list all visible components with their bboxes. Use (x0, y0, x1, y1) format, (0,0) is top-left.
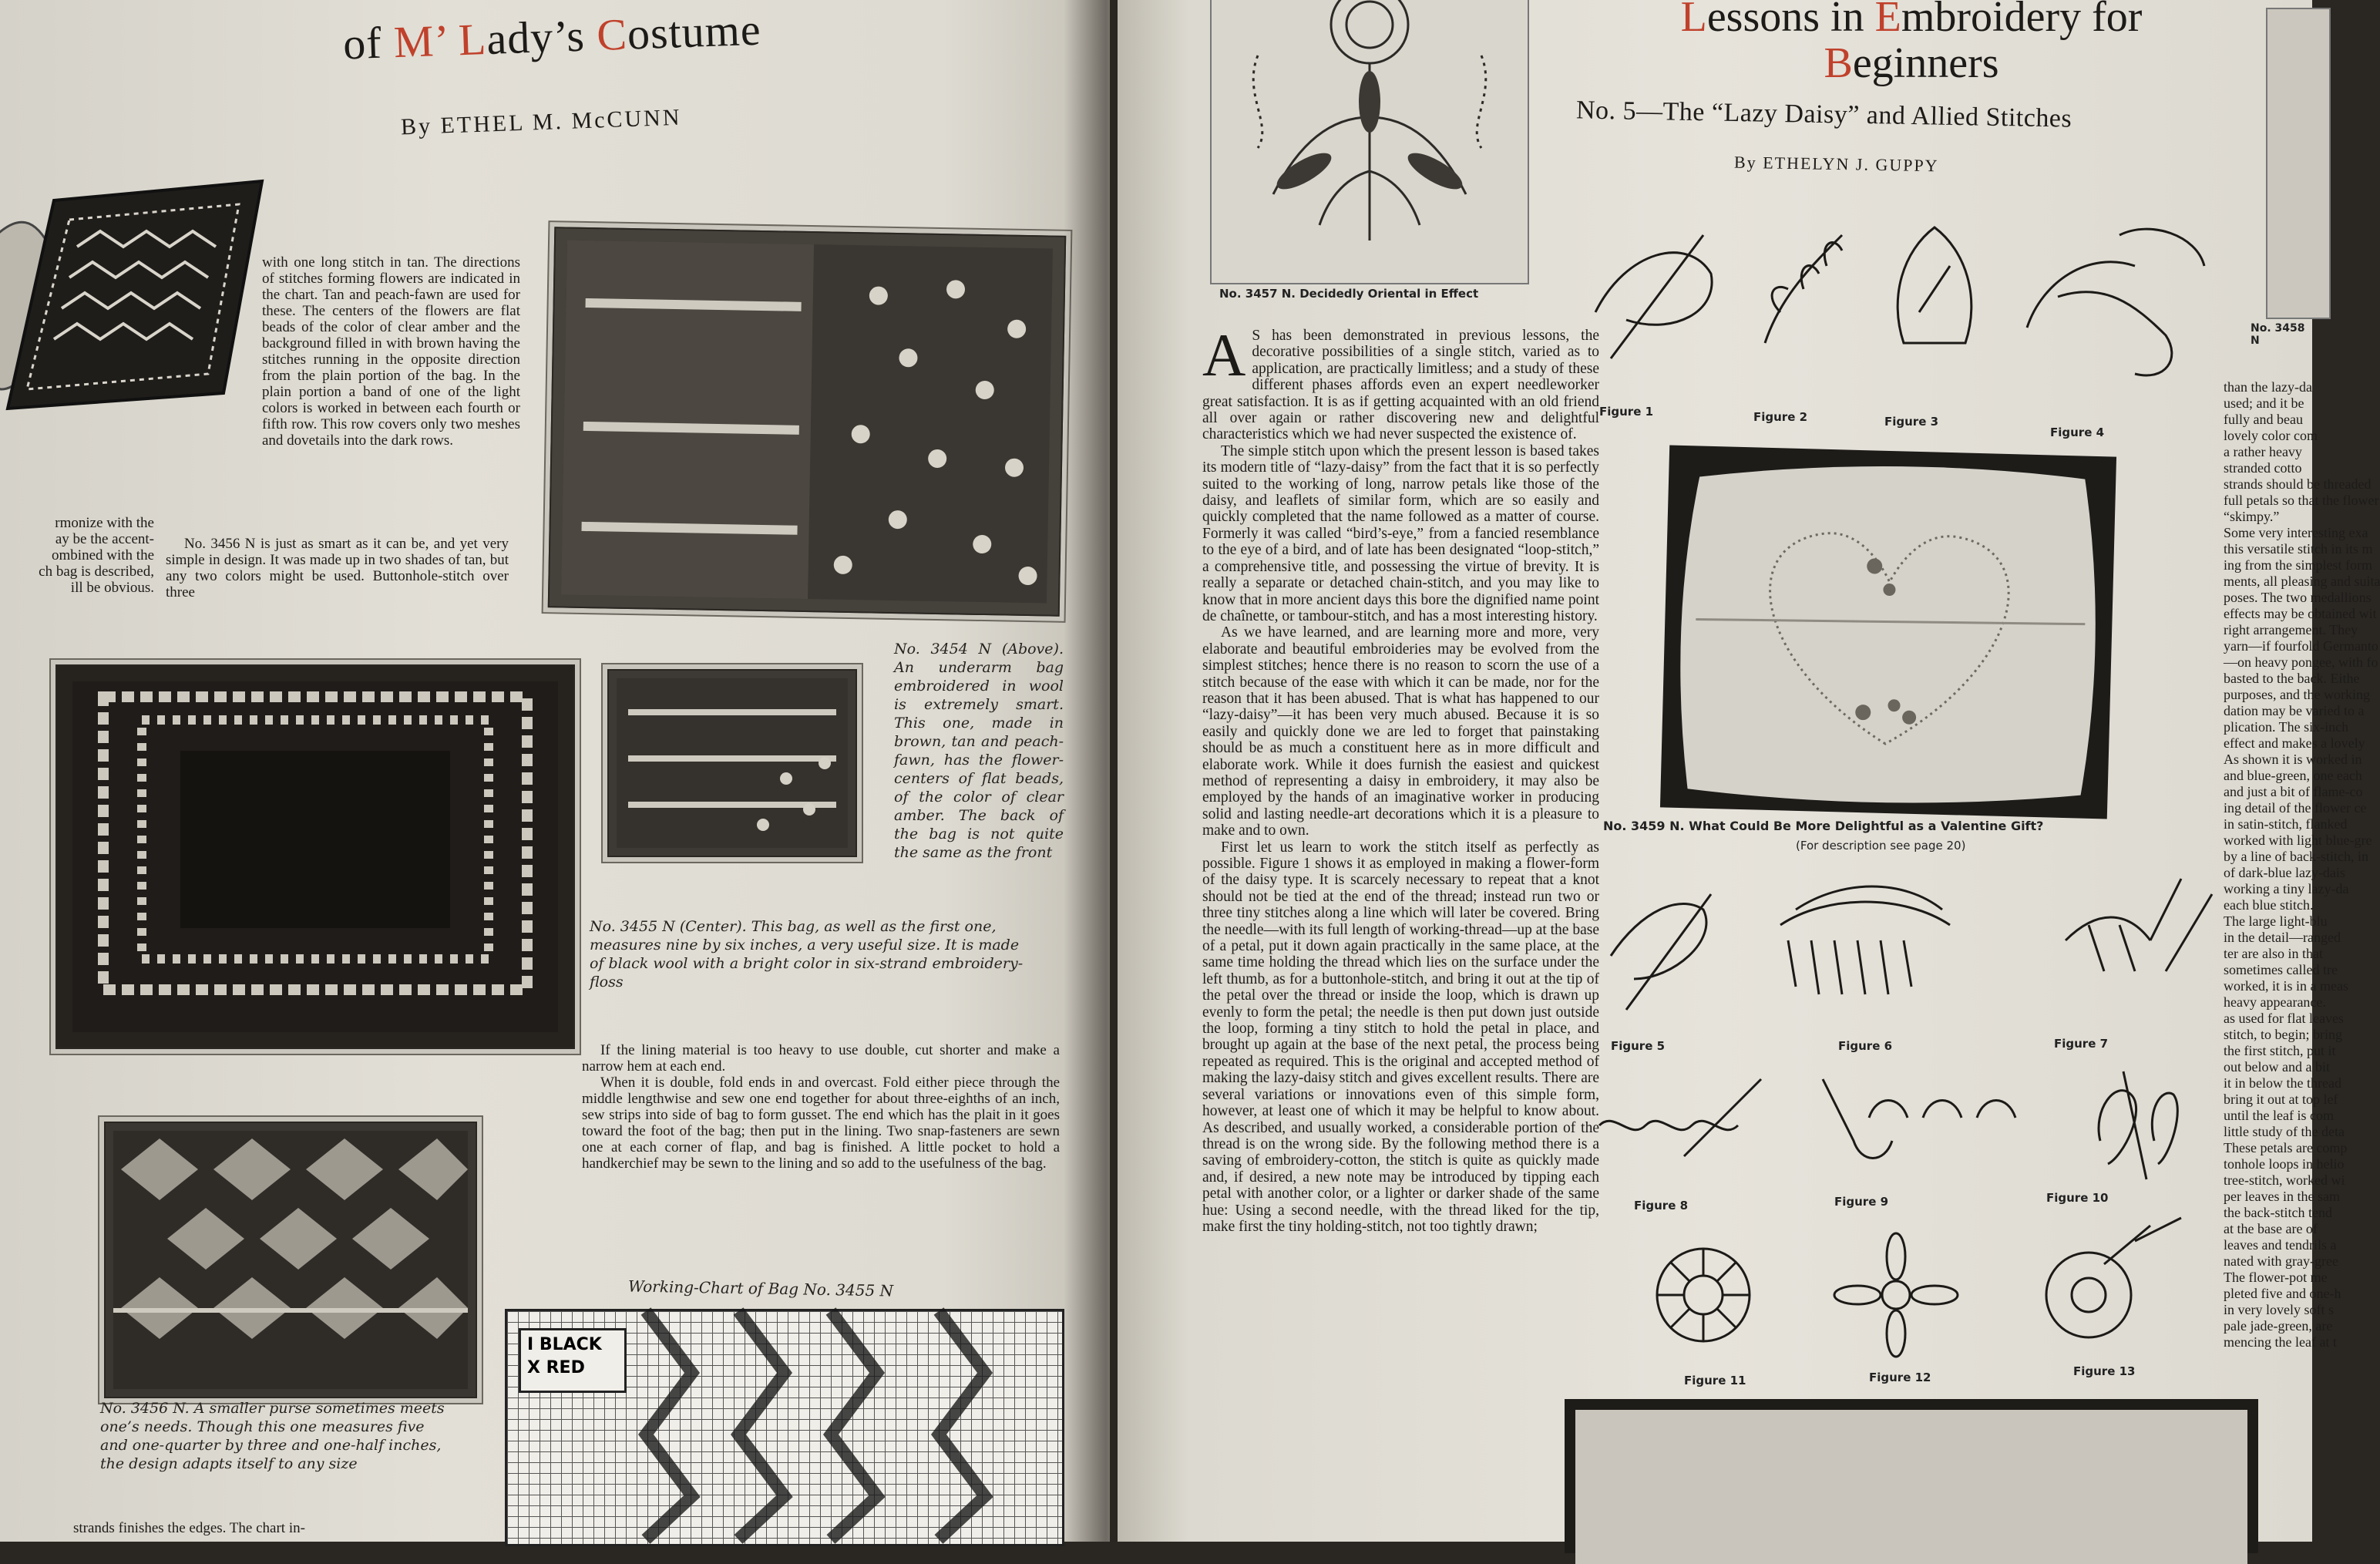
edge-line: until the leaf is com (2224, 1108, 2334, 1123)
edge-line: ter are also in that (2224, 946, 2323, 961)
figure-label-7: Figure 7 (2054, 1037, 2109, 1051)
photo-pillow-3459 (1660, 445, 2116, 819)
caption-3454: No. 3454 N (Above). An underarm bag embroidered in wool is extremely smart. This one, made in brown, tan and peach-fawn, has the flower-centers of flat beads, of the color of clear amber. The back of the bag is not quite the same as the front (894, 641, 1064, 861)
caption-3458: No. 3458 N (2251, 322, 2305, 347)
figure-label-4: Figure 4 (2050, 425, 2105, 439)
edge-line: as used for flat leaves (2224, 1011, 2344, 1026)
figure-9-drawing (1823, 1079, 2015, 1159)
edge-line: mencing the leaf at t (2224, 1334, 2337, 1350)
title-line-2 (1572, 40, 2251, 86)
left-col1-paragraph-1: with one long stitch in tan. The directions of stitches forming flowers are indicated in the chart. Tan and peach-fawn are used for these. The centers of the flowers are flat beads of the color of clear amber and the background filled in with brown having the stitches running in the opposite direction from the plain portion of the bag. In the plain portion a band of one of the light colors is worked in between each fourth or fifth row. This row covers only two meshes and dovetails into the dark rows. (262, 254, 520, 449)
edge-line: strands should be threaded (2224, 476, 2372, 492)
photo-embroidery-bottom-inner (1575, 1410, 2247, 1564)
left-page (0, 0, 1110, 1542)
edge-line: in very lovely soft s (2224, 1302, 2334, 1317)
left-lining-text (582, 1042, 1060, 1172)
title-initial-m: M’ (392, 15, 448, 68)
title-ostume: ostume (626, 4, 762, 59)
edge-line: The large light-blu (2224, 913, 2328, 929)
edge-line: Some very interesting exa (2224, 525, 2368, 540)
edge-line: stranded cotto (2224, 460, 2302, 476)
title-initial-l: L (1680, 0, 1707, 41)
edge-line: by a line of back-stitch, in (2224, 849, 2368, 864)
photo-bag-3454-back (607, 669, 857, 857)
edge-line: each blue stitch. (2224, 897, 2314, 913)
right-byline: By ETHELYN J. GUPPY (1733, 152, 1939, 176)
edge-line: As shown it is worked in (2224, 752, 2362, 767)
edge-line: working a tiny lazy-da (2224, 881, 2349, 896)
working-chart-bag-3455 (505, 1309, 1064, 1546)
edge-line: —on heavy pongee, with fo (2224, 654, 2378, 670)
figure-label-11: Figure 11 (1684, 1374, 1746, 1387)
edge-line: in satin-stitch, flanked (2224, 816, 2348, 832)
fragment-line: ay be the accent- (55, 531, 154, 547)
caption-3459: No. 3459 N. What Could Be More Delightful as a Valentine Gift? (1603, 819, 2044, 833)
edge-line: ments, all pleasing and suita (2224, 573, 2380, 589)
edge-line: than the lazy-da (2224, 379, 2312, 395)
left-bottom-text: strands finishes the edges. The chart in- (73, 1520, 305, 1536)
photo-bag-3454 (548, 227, 1067, 617)
figure-label-5: Figure 5 (1611, 1039, 1666, 1053)
figures-1-to-4 (1580, 204, 2243, 397)
edge-line: pale jade-green, are (2224, 1318, 2333, 1334)
body-paragraph-3: As we have learned, and are learning more and more, very elaborate and beautiful embroideries may be evolved from the simplest stitches; hence there is no reason to scorn the use of a stitch because of the ease with which it can be made, nor for the reason that it has been abused. That is what has happened to our “lazy-daisy”—it has been very much abused. Because it is so easily and quickly done we are led to forget that painstaking should be as much a constituent here as in more difficult and elaborate work. While it does furnish the easiest and quickest method of representing a daisy in embroidery, it may also be employed by the hands of an imaginative worker in producing solid and lasting needle-art decorations which it is a pleasure to make and to own. (1202, 624, 1599, 839)
title-essons-in: essons in (1706, 0, 1875, 41)
chart-legend-black: I BLACK (527, 1335, 602, 1354)
figure-label-3: Figure 3 (1884, 415, 1939, 429)
caption-3456: No. 3456 N. A smaller purse sometimes meets one’s needs. Though this one measures five and one-quarter by three and one-half inches, the design adapts itself to any size (100, 1400, 445, 1472)
edge-line: ing from the simplest form (2224, 557, 2372, 573)
left-byline: By ETHEL M. McCUNN (400, 104, 682, 140)
title-mbroidery-for: mbroidery for (1901, 0, 2143, 41)
left-edge-fragment (0, 515, 154, 596)
working-chart-caption: Working-Chart of Bag No. 3455 N (627, 1276, 894, 1300)
right-main-text-column (1202, 321, 1599, 1235)
right-subtitle: No. 5—The “Lazy Daisy” and Allied Stitches (1575, 96, 2072, 133)
caption-3455: No. 3455 N (Center). This bag, as well as the first one, measures nine by six inches, a very useful size. It is made of black wool with a bright color in six-strand embroidery-floss (590, 918, 1024, 991)
title-initial-c: C (596, 8, 629, 60)
edge-line: a rather heavy (2224, 444, 2302, 459)
lining-paragraph-1: If the lining material is too heavy to use double, cut shorter and make a narrow hem at each end. (582, 1042, 1060, 1075)
figure-label-2: Figure 2 (1753, 410, 1808, 424)
edge-line: tonhole loops in helio (2224, 1156, 2345, 1172)
edge-line: The flower-pot me (2224, 1270, 2328, 1285)
edge-line: bring it out at top lef (2224, 1091, 2338, 1107)
figure-label-6: Figure 6 (1838, 1039, 1893, 1053)
edge-line: effect and makes a lovely (2224, 735, 2365, 751)
edge-line: purposes, and the working (2224, 687, 2370, 702)
chart-legend-red: X RED (527, 1358, 585, 1377)
edge-line: ing detail of the flower ce (2224, 800, 2367, 816)
photo-3458 (2266, 8, 2331, 319)
title-ady: ady’s (486, 9, 598, 64)
edge-line: little study of the deta (2224, 1124, 2345, 1139)
figures-5-to-7 (1595, 863, 2243, 1033)
figure-label-1: Figure 1 (1599, 405, 1654, 419)
left-col1-paragraph-2: No. 3456 N is just as smart as it can be, and yet very simple in design. It was made up in two shades of tan, but any two colors might be used. Buttonhole-stitch over three (166, 536, 509, 600)
title-initial-l: L (457, 13, 488, 66)
left-article-title (342, 4, 762, 70)
caption-3459-sub: (For description see page 20) (1796, 839, 1966, 853)
title-line-1 (1572, 0, 2251, 40)
edge-line: used; and it be (2224, 395, 2304, 411)
edge-line: plication. The six-inch (2224, 719, 2349, 735)
edge-line: yarn—if fourfold Germanto (2224, 638, 2378, 654)
figure-11-drawing (1657, 1249, 1750, 1341)
figure-label-12: Figure 12 (1869, 1371, 1931, 1384)
edge-line: the first stitch, put it (2224, 1043, 2336, 1058)
title-of: of (342, 17, 395, 69)
title-eginners: eginners (1852, 39, 1999, 87)
edge-line: leaves and tendrils a (2224, 1237, 2337, 1253)
edge-line: fully and beau (2224, 412, 2303, 427)
edge-line: dation may be varied to a (2224, 703, 2365, 718)
figure-label-9: Figure 9 (1834, 1195, 1889, 1209)
figure-label-8: Figure 8 (1634, 1199, 1689, 1213)
body-paragraph-1: A S has been demonstrated in previous lessons, the decorative possibilities of a single stitch, varied as to application, are practically limitless; and a study of these different phases affords even an expert needleworker great satisfaction. It is as if getting acquainted with an old friend all over again or rather discovering new and delightful characteristics which we had never suspected the existence of. (1202, 321, 1599, 443)
edge-line: These petals are comp (2224, 1140, 2348, 1155)
edge-line: pleted five and one-h (2224, 1286, 2341, 1301)
right-article-title (1572, 0, 2251, 86)
figure-12-drawing (1834, 1233, 1958, 1357)
edge-line: worked with light blue-gre (2224, 832, 2372, 848)
edge-line: worked, it is in a meas (2224, 978, 2348, 994)
edge-line: per leaves in the sam (2224, 1189, 2340, 1204)
edge-line: of dark-blue lazy-dais (2224, 865, 2345, 880)
figure-8-drawing (1599, 1079, 1761, 1156)
caption-3457: No. 3457 N. Decidedly Oriental in Effect (1219, 287, 1479, 301)
edge-line: right arrangement. They (2224, 622, 2358, 637)
fragment-line: ch bag is described, (39, 563, 154, 580)
photo-bag-3456 (104, 1122, 477, 1398)
figure-10-drawing (2099, 1071, 2177, 1179)
body-paragraph-4: First let us learn to work the stitch itself as perfectly as possible. Figure 1 shows it as employed in making a flower-form of the daisy type. It is scarcely necessary to repeat that a knot should not be tied at the end of the thread; instead run two or three tiny stitches along a line which will later be covered. Bring the needle—with its full length of working-thread—up at the base of a petal, put it down again practically in the same place, at the same time holding the thread which lies on the surface under the left thumb, as for a buttonhole-stitch, and bring it out at the tip of the petal over the thread or inside the loop, which is drawn up evenly to form the petal; the needle is then put down just outside the loop, forming a tiny stitch to hold the petal in place, and brought up again at the base of the next petal, the process being repeated as required. This is the original and accepted method of making the lazy-daisy stitch and gives excellent results. There are several variations or innovations even of this simple form, however, at least one of which it may be helpful to know about. As described, and usually worked, a considerable portion of the thread is on the wrong side. By the following method there is a saving of embroidery-cotton, the stitch is quite as quickly made and, if desired, a new note may be introduced by tipping each petal with another color, or a lighter or darker shade of the same hue: Using a second needle, with the thread liked for the tip, make first the tiny holding-stitch, not too tightly drawn; (1202, 839, 1599, 1235)
left-column-1-text-wide (166, 536, 509, 600)
edge-line: nated with gray-gree (2224, 1253, 2338, 1269)
edge-line: the back-stitch tend (2224, 1205, 2332, 1220)
figure-label-13: Figure 13 (2073, 1364, 2136, 1378)
edge-line: in the detail—ranged (2224, 930, 2341, 945)
edge-line: tree-stitch, worked wi (2224, 1172, 2345, 1188)
chart-pattern (507, 1311, 1057, 1539)
edge-line: poses. The two medallions (2224, 590, 2372, 605)
edge-line: and just a bit of flame-co (2224, 784, 2363, 799)
right-page (1118, 0, 2380, 1542)
photo-bag-3455 (55, 664, 575, 1049)
edge-line: sometimes called tre (2224, 962, 2338, 977)
edge-line: out below and a bit (2224, 1059, 2330, 1075)
lining-paragraph-2: When it is double, fold ends in and overcast. Fold either piece through the middle lengthwise and sew one end together for about three-eighths of an inch, sew strips into side of bag to form gusset. The end which has the plait in it goes toward the foot of the bag; then put in the lining. Two snap-fasteners are sewn one at each corner of flap, and bag is finished. A little pocket to hold a handkerchief may be sewn to the lining and so add to the usefulness of the bag. (582, 1075, 1060, 1172)
edge-line: and blue-green, one each (2224, 768, 2362, 783)
fragment-line: rmonize with the (55, 515, 154, 531)
title-initial-b: B (1824, 39, 1853, 87)
edge-line: lovely color com (2224, 428, 2318, 443)
fragment-line: ombined with the (52, 547, 154, 563)
photo-embroidery-3457 (1210, 0, 1529, 284)
edge-line: it in below the thread (2224, 1075, 2341, 1091)
edge-line: full petals so that the flower (2224, 493, 2379, 508)
bag-illustration-top-left (0, 177, 270, 424)
edge-line: stitch, to begin; bring (2224, 1027, 2342, 1042)
photo-embroidery-bottom (1565, 1399, 2258, 1553)
right-edge-text-fragment (2224, 379, 2380, 1350)
edge-line: “skimpy.” (2224, 509, 2280, 524)
left-column-1-text (262, 254, 520, 449)
body-paragraph-2: The simple stitch upon which the present lesson is based takes its modern title of “lazy-daisy” from the fact that it is so perfectly suited to the working of long, narrow petals like those of the daisy, and leaflets of similar form, which are so easily and quickly completed that the name followed as a matter of course. Formerly it was called “bird’s-eye,” from a fancied resemblance to the eye of a bird, and of late has been designated “loop-stitch,” a comprehensive title, and possessing the virtue of brevity. It is really a separate or detached chain-stitch, and you may like to know that in more ancient days this bore the dignified name point de chaînette, or tambour-stitch, and has a most interesting history. (1202, 442, 1599, 624)
edge-line: heavy appearance. (2224, 994, 2326, 1010)
edge-line: this versatile stitch in its m (2224, 541, 2373, 557)
figure-13-drawing (2046, 1218, 2181, 1337)
fragment-line: ill be obvious. (70, 580, 154, 596)
drop-cap-a: A (1202, 321, 1246, 388)
edge-line: basted to the back. Eithe (2224, 671, 2360, 686)
edge-line: at the base are of (2224, 1221, 2318, 1236)
title-initial-e: E (1874, 0, 1901, 41)
figure-label-10: Figure 10 (2046, 1191, 2109, 1205)
edge-line: effects may be obtained wit (2224, 606, 2377, 621)
